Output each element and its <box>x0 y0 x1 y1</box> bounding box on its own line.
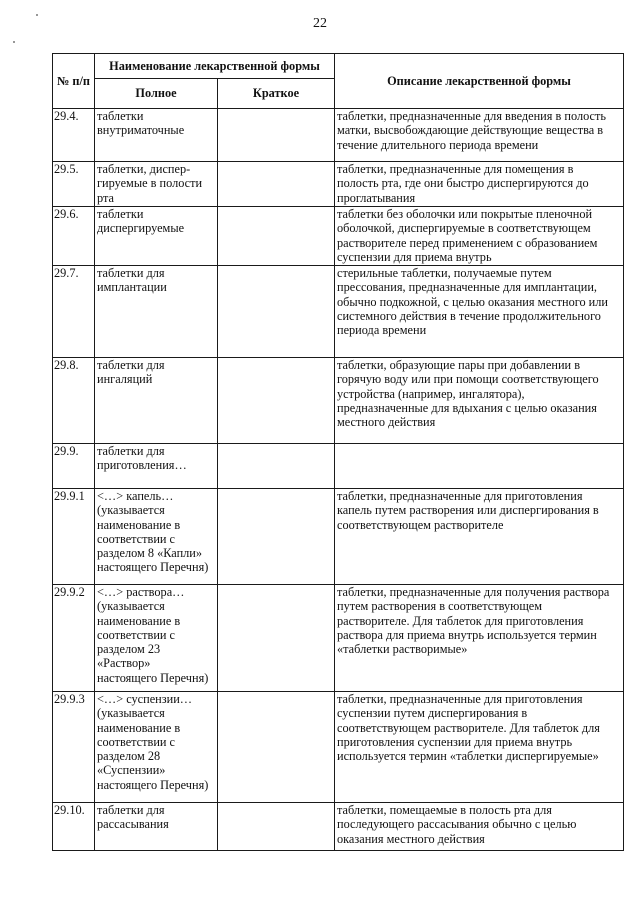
page-number: 22 <box>313 16 327 31</box>
row-number: 29.8. <box>53 358 95 444</box>
dosage-forms-table <box>52 53 624 851</box>
description: таблетки, образующие пары при добавлении в горячую воду или при помощи соответствующего устройства (например, ингалятора), предназначенные для вдыхания с целью оказания местного действия <box>335 358 624 444</box>
table-row <box>53 444 624 489</box>
row-number: 29.7. <box>53 266 95 358</box>
short-name <box>218 266 335 358</box>
table-row <box>53 489 624 585</box>
table-row <box>53 207 624 266</box>
description: таблетки, предназначенные для приготовления суспензии путем диспергирования в соответствующем растворителе. Для таблеток для приготовления суспензии для приема внутрь используется термин «таблетки диспергируемые» <box>335 692 624 803</box>
full-name: таблетки, диспер- гируемые в полости рта <box>95 162 218 207</box>
scan-speck <box>36 14 38 16</box>
full-name: <…> суспензии… (указывается наименование в соответствии с разделом 28 «Суспензии» настоящего Перечня) <box>95 692 218 803</box>
table-row <box>53 692 624 803</box>
table-row <box>53 358 624 444</box>
header-description: Описание лекарственной формы <box>335 54 624 109</box>
row-number: 29.9.3 <box>53 692 95 803</box>
description: таблетки, предназначенные для получения раствора путем растворения в соответствующем растворителе. Для таблеток для приготовления раствора для приема внутрь используется термин «таблетки растворимые» <box>335 585 624 692</box>
description: таблетки, предназначенные для введения в полость матки, высвобождающие действующие вещества в течение длительного периода времени <box>335 109 624 162</box>
description: таблетки, предназначенные для помещения в полость рта, где они быстро диспергируются до проглатывания <box>335 162 624 207</box>
short-name <box>218 803 335 851</box>
full-name: <…> капель… (указывается наименование в соответствии с разделом 8 «Капли» настоящего Перечня) <box>95 489 218 585</box>
full-name: таблетки для приготовления… <box>95 444 218 489</box>
full-name: <…> раствора… (указывается наименование в соответствии с разделом 23 «Раствор» настоящего Перечня) <box>95 585 218 692</box>
short-name <box>218 358 335 444</box>
full-name: таблетки внутриматочные <box>95 109 218 162</box>
short-name <box>218 444 335 489</box>
row-number: 29.9.2 <box>53 585 95 692</box>
header-full: Полное <box>95 79 218 109</box>
short-name <box>218 692 335 803</box>
full-name: таблетки для рассасывания <box>95 803 218 851</box>
row-number: 29.6. <box>53 207 95 266</box>
row-number: 29.9.1 <box>53 489 95 585</box>
short-name <box>218 207 335 266</box>
description <box>335 444 624 489</box>
table-row <box>53 109 624 162</box>
full-name: таблетки диспергируемые <box>95 207 218 266</box>
short-name <box>218 109 335 162</box>
table-row <box>53 162 624 207</box>
header-name-group: Наименование лекарственной формы <box>95 54 335 79</box>
row-number: 29.5. <box>53 162 95 207</box>
description: стерильные таблетки, получаемые путем прессования, предназначенные для имплантации, обычно подкожной, с целью оказания местного или системного действия в течение продолжительного периода времени <box>335 266 624 358</box>
full-name: таблетки для ингаляций <box>95 358 218 444</box>
description: таблетки, предназначенные для приготовления капель путем растворения или диспергирования в соответствующем растворителе <box>335 489 624 585</box>
table-row <box>53 803 624 851</box>
description: таблетки без оболочки или покрытые пленочной оболочкой, диспергируемые в соответствующем растворителе перед применением с образованием суспензии для приема внутрь <box>335 207 624 266</box>
row-number: 29.10. <box>53 803 95 851</box>
row-number: 29.4. <box>53 109 95 162</box>
short-name <box>218 489 335 585</box>
table-row <box>53 266 624 358</box>
scan-speck <box>13 41 15 43</box>
row-number: 29.9. <box>53 444 95 489</box>
description: таблетки, помещаемые в полость рта для последующего рассасывания обычно с целью оказания местного действия <box>335 803 624 851</box>
short-name <box>218 162 335 207</box>
full-name: таблетки для имплантации <box>95 266 218 358</box>
short-name <box>218 585 335 692</box>
table-row <box>53 585 624 692</box>
header-short: Краткое <box>218 79 335 109</box>
header-num: № п/п <box>53 54 95 109</box>
